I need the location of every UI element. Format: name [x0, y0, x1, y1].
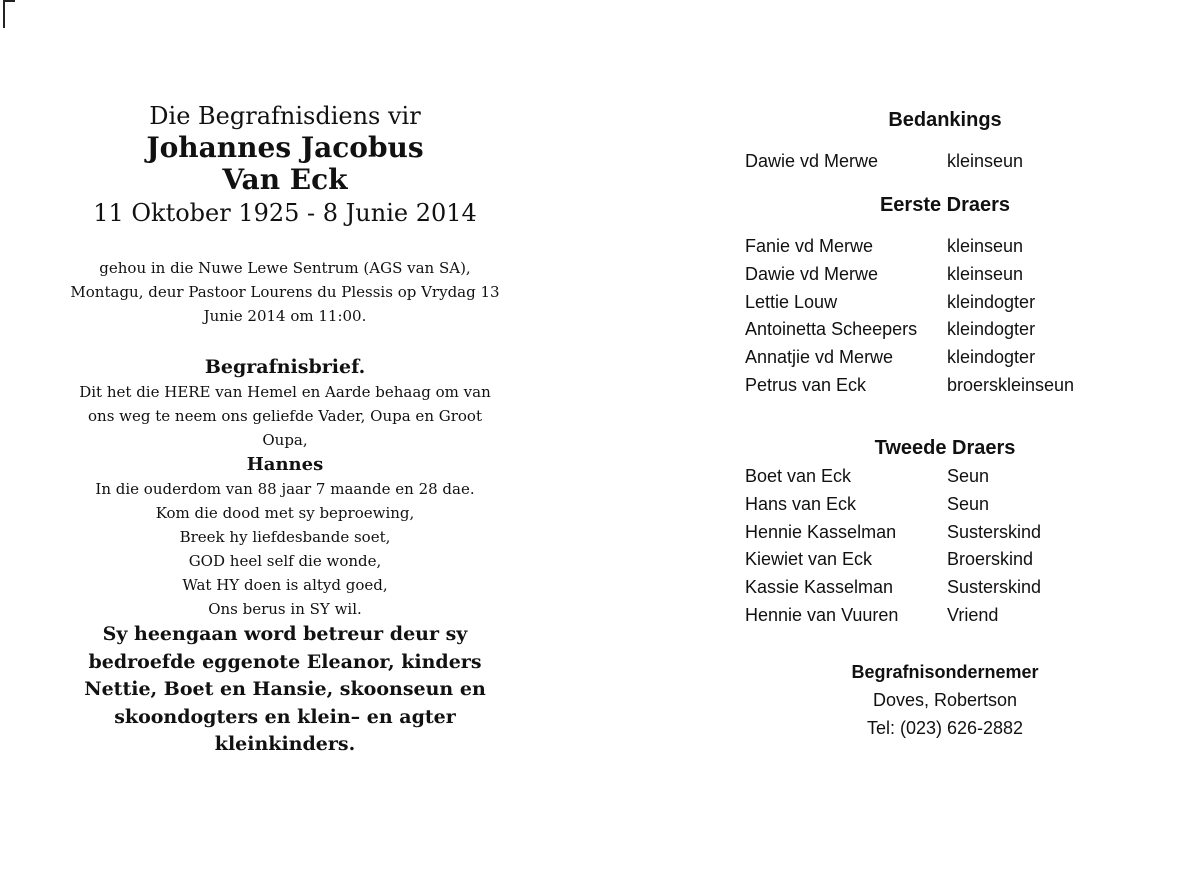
mourners-line: Sy heengaan word betreur deur sy	[102, 623, 468, 645]
list-item	[745, 289, 1145, 317]
scan-edge-mark	[3, 0, 5, 28]
poem-line: Wat HY doen is altyd goed,	[182, 576, 388, 594]
person-name: Hennie van Vuuren	[745, 604, 899, 625]
person-relation: broerskleinseun	[947, 374, 1075, 395]
thanks-list	[745, 148, 1145, 176]
second-bearers-list	[745, 463, 1145, 630]
undertaker-name: Doves, Robertson	[872, 690, 1018, 710]
person-relation: kleindogter	[947, 291, 1036, 312]
list-item	[745, 463, 1145, 491]
funeral-letter-heading: Begrafnisbrief.	[204, 356, 366, 378]
person-relation: Seun	[947, 466, 990, 486]
person-relation: kleindogter	[947, 347, 1036, 368]
service-details-column	[60, 100, 510, 759]
person-name: Kassie Kasselman	[745, 577, 894, 598]
undertaker-block	[745, 658, 1145, 742]
list-item	[745, 148, 1145, 176]
first-bearers-list	[745, 233, 1145, 400]
service-venue	[60, 256, 510, 328]
person-relation: Susterskind	[947, 577, 1042, 598]
person-name: Boet van Eck	[745, 466, 852, 486]
list-item	[745, 233, 1145, 261]
list-item	[745, 316, 1145, 344]
deceased-name-last: Van Eck	[222, 163, 348, 196]
person-relation: Susterskind	[947, 521, 1042, 542]
thanks-heading: Bedankings	[888, 109, 1002, 131]
person-relation: kleinseun	[947, 263, 1024, 284]
person-name: Lettie Louw	[745, 291, 838, 312]
person-name: Antoinetta Scheepers	[745, 319, 918, 340]
person-name: Petrus van Eck	[745, 374, 867, 395]
letter-line: ons weg te neem ons geliefde Vader, Oupa en Groot	[88, 407, 482, 425]
person-relation: Vriend	[947, 604, 999, 625]
poem-line: Breek hy liefdesbande soet,	[179, 528, 391, 546]
poem-line: Ons berus in SY wil.	[208, 600, 362, 618]
scan-edge-mark-top	[3, 0, 15, 2]
poem-line: Kom die dood met sy beproewing,	[155, 504, 415, 522]
mourners-line: kleinkinders.	[214, 733, 356, 755]
venue-line: Junie 2014 om 11:00.	[203, 307, 367, 325]
service-intro: Die Begrafnisdiens vir	[149, 102, 421, 130]
first-bearers-heading: Eerste Draers	[879, 194, 1011, 216]
person-relation: kleinseun	[947, 151, 1024, 171]
list-item	[745, 602, 1145, 630]
person-relation: Seun	[947, 493, 990, 514]
deceased-name-first: Johannes Jacobus	[146, 131, 424, 164]
person-relation: kleindogter	[947, 319, 1036, 340]
list-item	[745, 261, 1145, 289]
letter-line: Dit het die HERE van Hemel en Aarde behaag om van	[79, 383, 491, 401]
mourners-statement	[60, 621, 510, 759]
person-name: Kiewiet van Eck	[745, 549, 873, 570]
poem-line: GOD heel self die wonde,	[188, 552, 382, 570]
person-name: Dawie vd Merwe	[745, 151, 879, 171]
list-item	[745, 491, 1145, 519]
person-name: Hans van Eck	[745, 493, 857, 514]
list-item	[745, 372, 1145, 400]
person-name: Annatjie vd Merwe	[745, 347, 894, 368]
person-name: Hennie Kasselman	[745, 521, 897, 542]
list-item	[745, 574, 1145, 602]
funeral-letter-text	[60, 380, 510, 621]
list-item	[745, 546, 1145, 574]
mourners-line: skoondogters en klein– en agter	[114, 705, 456, 728]
letter-line: Oupa,	[262, 431, 308, 449]
undertaker-phone: Tel: (023) 626-2882	[866, 718, 1024, 738]
undertaker-heading: Begrafnisondernemer	[851, 662, 1039, 682]
venue-line: gehou in die Nuwe Lewe Sentrum (AGS van SA),	[99, 259, 471, 277]
person-relation: kleinseun	[947, 236, 1024, 256]
venue-line: Montagu, deur Pastoor Lourens du Plessis op Vrydag 13	[70, 283, 500, 301]
person-relation: Broerskind	[947, 549, 1034, 570]
poem-line: In die ouderdom van 88 jaar 7 maande en 28 dae.	[95, 480, 475, 498]
list-item	[745, 519, 1145, 547]
deceased-nickname: Hannes	[246, 454, 324, 475]
life-dates: 11 Oktober 1925 - 8 Junie 2014	[93, 199, 477, 227]
mourners-line: Nettie, Boet en Hansie, skoonseun en	[84, 678, 486, 700]
second-bearers-heading: Tweede Draers	[874, 437, 1016, 459]
person-name: Fanie vd Merwe	[745, 236, 874, 256]
person-name: Dawie vd Merwe	[745, 263, 879, 284]
list-item	[745, 344, 1145, 372]
mourners-line: bedroefde eggenote Eleanor, kinders	[88, 650, 482, 673]
